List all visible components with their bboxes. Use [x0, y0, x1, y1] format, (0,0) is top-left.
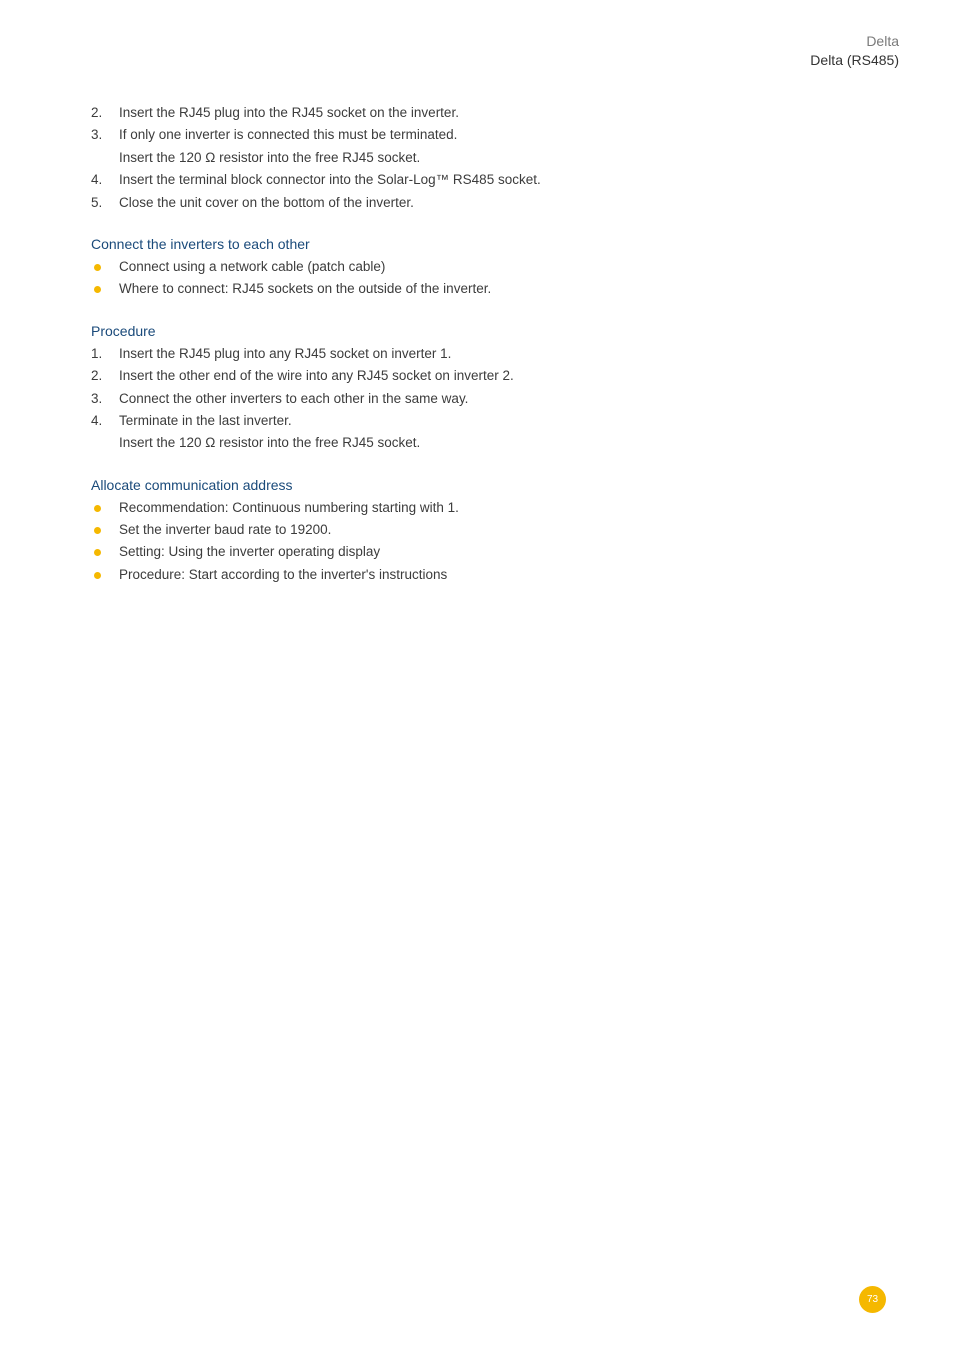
bullet-dot-icon: [94, 527, 101, 534]
page-number-badge: 73: [859, 1286, 886, 1313]
list-item: [91, 410, 891, 432]
step-text: Connect the other inverters to each other in the same way.: [119, 390, 469, 406]
bullet-dot-icon: [94, 505, 101, 512]
page-header: [810, 32, 899, 70]
list-item: [91, 564, 891, 586]
bullet-text: Set the inverter baud rate to 19200.: [119, 522, 332, 538]
list-item: [91, 192, 891, 214]
list-item: [91, 147, 891, 169]
bullet-dot-icon: [94, 264, 101, 271]
step-number: 5.: [91, 194, 103, 210]
list-item: [91, 497, 891, 519]
bullet-dot-icon: [94, 286, 101, 293]
list-item: [91, 278, 891, 300]
list-item: [91, 519, 891, 541]
list-item: [91, 256, 891, 278]
header-subsection: Delta (RS485): [810, 52, 899, 68]
bullet-text: Where to connect: RJ45 sockets on the outside of the inverter.: [119, 281, 492, 297]
step-number: 1.: [91, 345, 103, 361]
step-text: Close the unit cover on the bottom of the inverter.: [119, 194, 414, 210]
bullet-list-connect: [91, 256, 891, 301]
list-item: [91, 541, 891, 563]
step-text: Insert the terminal block connector into the Solar-Log™ RS485 socket.: [119, 172, 541, 188]
list-item: [91, 343, 891, 365]
step-number: 3.: [91, 390, 103, 406]
list-item: [91, 388, 891, 410]
section-heading-connect: Connect the inverters to each other: [91, 235, 310, 252]
bullet-dot-icon: [94, 549, 101, 556]
bullet-text: Setting: Using the inverter operating display: [119, 544, 381, 560]
bullet-text: Recommendation: Continuous numbering starting with 1.: [119, 499, 459, 515]
list-item: [91, 365, 891, 387]
step-text: Terminate in the last inverter.: [119, 412, 292, 428]
bullet-dot-icon: [94, 572, 101, 579]
step-number: 2.: [91, 105, 103, 120]
step-number: 3.: [91, 127, 103, 143]
list-item: [91, 124, 891, 146]
bullet-text: Procedure: Start according to the inverter's instructions: [119, 566, 448, 582]
list-item: [91, 102, 891, 124]
section-heading-allocate: Allocate communication address: [91, 476, 293, 493]
steps-list-procedure: [91, 343, 891, 455]
step-text: Insert the RJ45 plug into the RJ45 socket on the inverter.: [119, 105, 459, 120]
bullet-text: Connect using a network cable (patch cable): [119, 258, 386, 274]
step-text: Insert the RJ45 plug into any RJ45 socket on inverter 1.: [119, 345, 452, 361]
step-number: 4.: [91, 412, 103, 428]
step-text: If only one inverter is connected this must be terminated.: [119, 127, 458, 143]
step-text: Insert the other end of the wire into any RJ45 socket on inverter 2.: [119, 368, 514, 384]
step-number: 4.: [91, 172, 103, 188]
section-heading-procedure: Procedure: [91, 322, 156, 339]
step-number: 2.: [91, 368, 103, 384]
page-content: [91, 102, 891, 586]
header-section: Delta: [866, 33, 899, 49]
list-item: [91, 169, 891, 191]
bullet-list-allocate: [91, 497, 891, 587]
list-item: [91, 432, 891, 454]
step-text: Insert the 120 Ω resistor into the free RJ45 socket.: [119, 149, 421, 165]
steps-list-a: [91, 102, 891, 214]
step-text: Insert the 120 Ω resistor into the free RJ45 socket.: [119, 435, 421, 451]
